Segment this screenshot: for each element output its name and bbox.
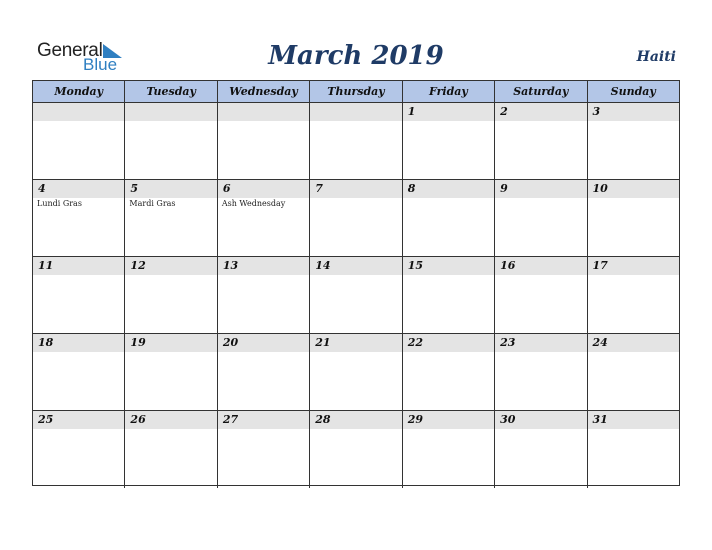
day-number: 16: [500, 259, 516, 272]
day-number-band: [310, 103, 401, 121]
day-cell[interactable]: [310, 180, 402, 256]
weekday-header-tuesday: Tuesday: [125, 81, 217, 102]
day-cell[interactable]: [125, 180, 217, 256]
day-number-band: [588, 180, 679, 198]
day-number-band: [310, 257, 401, 275]
day-cell[interactable]: [495, 257, 587, 333]
day-number-band: [495, 334, 586, 352]
day-number: 9: [500, 182, 508, 195]
day-cell[interactable]: [495, 180, 587, 256]
weekday-header-saturday: Saturday: [495, 81, 587, 102]
day-cell[interactable]: [218, 334, 310, 410]
day-number: 13: [222, 259, 239, 272]
day-number-band: [310, 411, 401, 429]
day-number: 5: [130, 182, 139, 195]
day-number-band: [588, 257, 679, 275]
day-cell[interactable]: [310, 411, 402, 488]
day-number: 28: [315, 413, 331, 426]
day-cell[interactable]: [588, 257, 679, 333]
day-number: 2: [500, 105, 508, 118]
day-number-band: [125, 411, 216, 429]
day-number: 10: [592, 182, 608, 195]
day-number-band: [403, 103, 494, 121]
holiday-label: Ash Wednesday: [221, 199, 286, 208]
day-number-band: [125, 334, 216, 352]
day-number-band: [495, 180, 586, 198]
day-cell[interactable]: [218, 411, 310, 488]
day-cell[interactable]: [588, 180, 679, 256]
week-row: [33, 103, 679, 180]
day-cell[interactable]: [403, 411, 495, 488]
day-cell[interactable]: [33, 180, 125, 256]
day-number: 31: [592, 413, 608, 426]
week-row: [33, 334, 679, 411]
day-number: 26: [130, 413, 146, 426]
day-cell[interactable]: [588, 334, 679, 410]
weekday-header-wednesday: Wednesday: [218, 81, 310, 102]
day-number: 15: [407, 259, 423, 272]
day-cell[interactable]: [125, 334, 217, 410]
weekday-header-monday: Monday: [33, 81, 125, 102]
day-number-band: [495, 411, 586, 429]
day-number: 1: [407, 105, 416, 118]
day-number-band: [33, 411, 124, 429]
holiday-label: Mardi Gras: [129, 199, 176, 208]
day-number: 24: [592, 336, 608, 349]
day-number-band: [495, 257, 586, 275]
logo-text-blue: Blue: [83, 55, 118, 74]
calendar-grid: [32, 80, 680, 486]
day-number-band: [33, 257, 124, 275]
day-cell[interactable]: [310, 103, 402, 179]
day-number: 7: [315, 182, 323, 195]
day-number-band: [588, 103, 679, 121]
day-number-band: [310, 334, 401, 352]
day-number-band: [403, 411, 494, 429]
day-number: 20: [222, 336, 239, 349]
day-number: 4: [38, 182, 46, 195]
day-number-band: [218, 257, 309, 275]
day-cell[interactable]: [403, 334, 495, 410]
country-label: Haiti: [636, 49, 676, 65]
page-title: March 2019: [268, 41, 444, 71]
day-number: 17: [592, 259, 608, 272]
day-number: 22: [407, 336, 423, 349]
day-number: 19: [130, 336, 146, 349]
day-cell[interactable]: [33, 334, 125, 410]
day-cell[interactable]: [310, 257, 402, 333]
day-cell[interactable]: [125, 257, 217, 333]
logo-text-general: General: [37, 40, 103, 61]
day-cell[interactable]: [403, 180, 495, 256]
day-number-band: [218, 103, 309, 121]
weekday-header-thursday: Thursday: [310, 81, 402, 102]
day-cell[interactable]: [588, 103, 679, 179]
day-cell[interactable]: [125, 103, 217, 179]
day-number-band: [218, 180, 309, 198]
day-cell[interactable]: [310, 334, 402, 410]
day-number-band: [588, 334, 679, 352]
day-cell[interactable]: [403, 257, 495, 333]
week-row: [33, 180, 679, 257]
day-number: 29: [407, 413, 423, 426]
week-row: [33, 257, 679, 334]
day-number-band: [495, 103, 586, 121]
day-cell[interactable]: [218, 257, 310, 333]
day-number-band: [125, 103, 216, 121]
weekday-header-friday: Friday: [403, 81, 495, 102]
day-number: 18: [38, 336, 54, 349]
day-number-band: [125, 257, 216, 275]
day-number: 27: [222, 413, 239, 426]
day-number: 30: [500, 413, 516, 426]
holiday-label: Lundi Gras: [37, 199, 82, 208]
day-number-band: [403, 257, 494, 275]
day-number: 14: [315, 259, 331, 272]
weekday-header-row: [33, 81, 679, 103]
day-number-band: [33, 334, 124, 352]
day-number-band: [33, 180, 124, 198]
day-number: 12: [130, 259, 146, 272]
day-number-band: [125, 180, 216, 198]
weekday-header-sunday: Sunday: [610, 85, 656, 98]
day-cell[interactable]: [403, 103, 495, 179]
day-number: 11: [38, 259, 54, 272]
day-cell[interactable]: [218, 180, 310, 256]
day-number: 6: [222, 182, 231, 195]
day-cell[interactable]: [33, 103, 125, 179]
day-number-band: [403, 334, 494, 352]
day-number-band: [310, 180, 401, 198]
day-cell[interactable]: [495, 334, 587, 410]
day-number: 21: [315, 336, 331, 349]
day-number: 25: [38, 413, 54, 426]
day-cell[interactable]: [125, 411, 217, 488]
day-cell[interactable]: [495, 103, 587, 179]
day-number-band: [33, 103, 124, 121]
day-number-band: [218, 411, 309, 429]
day-number: 8: [407, 182, 416, 195]
week-row: [33, 411, 679, 488]
day-cell[interactable]: [218, 103, 310, 179]
day-cell[interactable]: [495, 411, 587, 488]
day-number: 3: [592, 105, 601, 118]
day-cell[interactable]: [588, 411, 679, 488]
day-number-band: [403, 180, 494, 198]
day-number-band: [588, 411, 679, 429]
day-cell[interactable]: [33, 411, 125, 488]
day-number-band: [218, 334, 309, 352]
day-cell[interactable]: [33, 257, 125, 333]
day-number: 23: [500, 336, 516, 349]
